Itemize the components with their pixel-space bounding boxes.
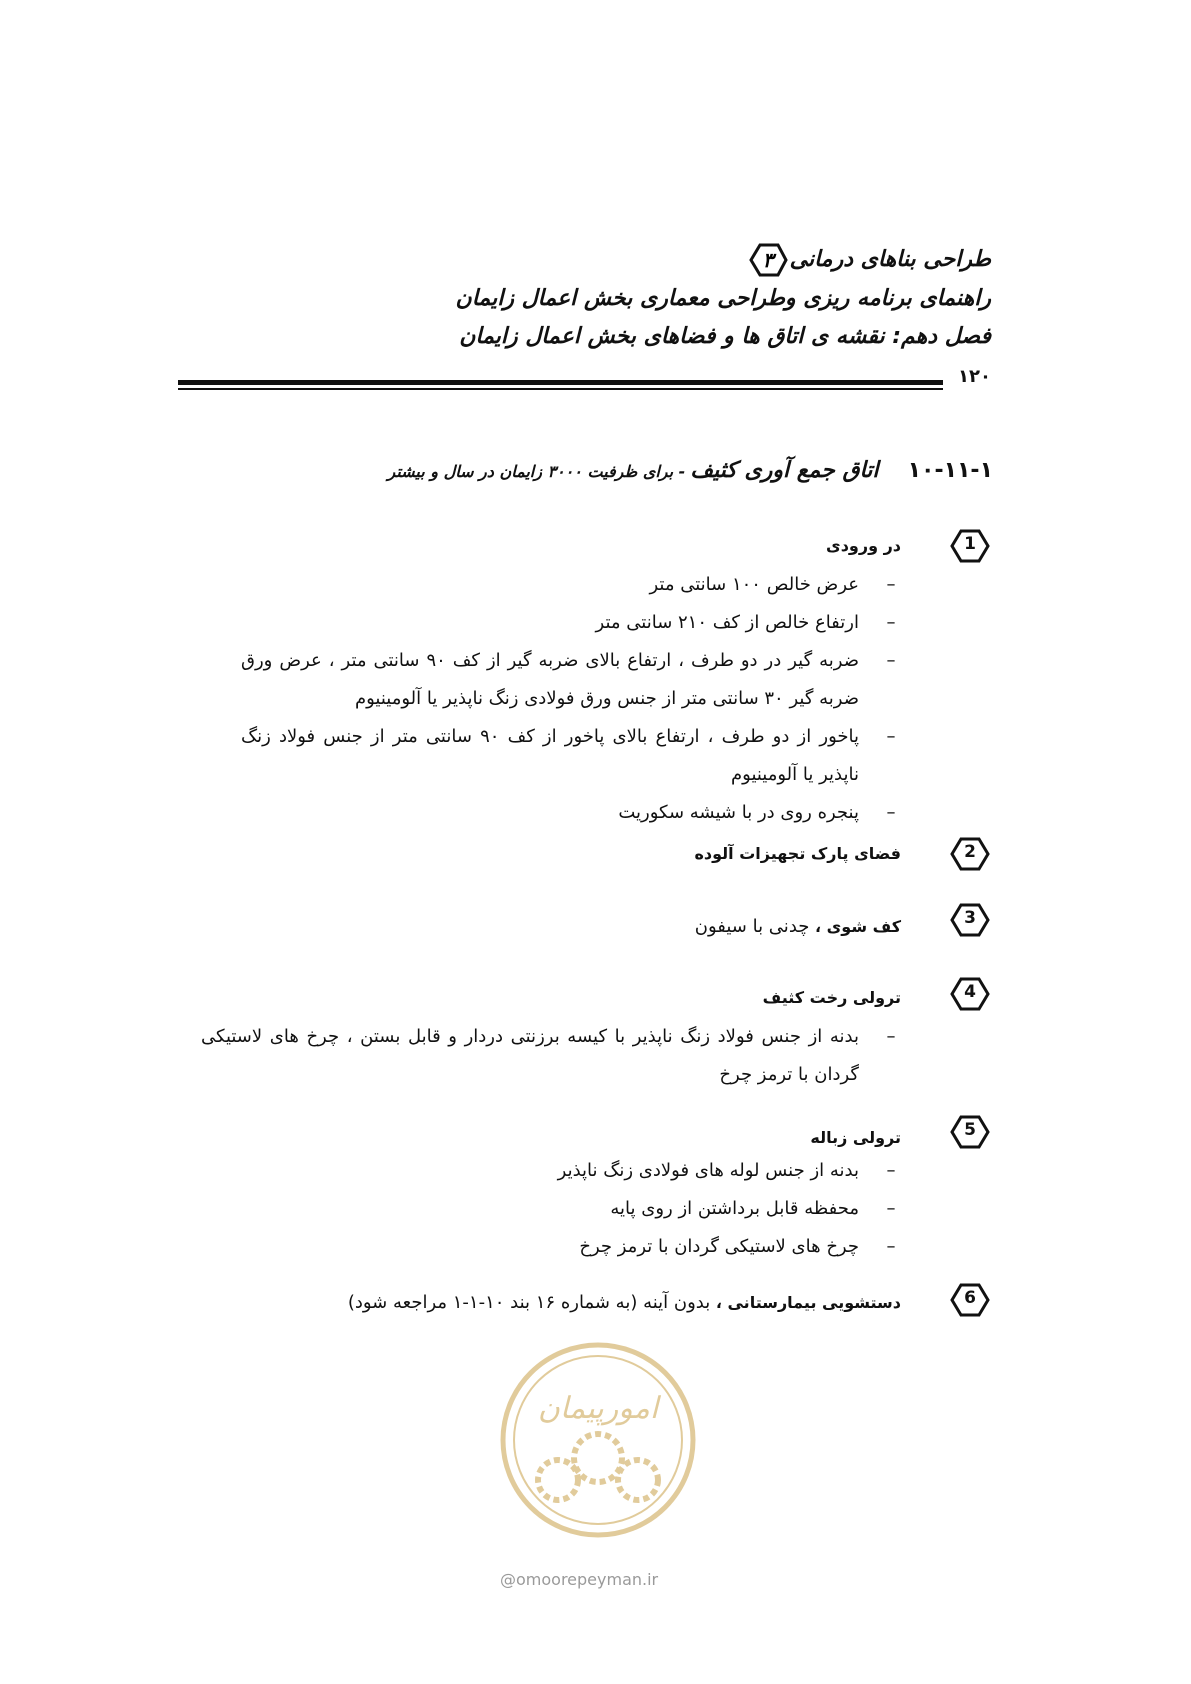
- header-series-line: [211, 240, 991, 280]
- list-item: – ارتفاع خالص از کف ۲۱۰ سانتی متر: [241, 604, 901, 642]
- header-divider: [178, 380, 943, 394]
- item-1: [291, 528, 991, 564]
- page-number: ۱۲۰: [958, 366, 991, 387]
- section-heading: [193, 458, 993, 483]
- item-5: [291, 1114, 991, 1150]
- item-4: [291, 976, 991, 1012]
- item-description: بدون آینه (به شماره ۱۶ بند ۱۰-۱-۱ مراجعه شود): [347, 1292, 711, 1313]
- list-item: – چرخ های لاستیکی گردان با ترمز چرخ: [381, 1228, 901, 1266]
- item-3: [291, 902, 991, 938]
- hexagon-number-icon: 2: [949, 836, 991, 872]
- section-number: ۱۰-۱۱-۱: [907, 458, 993, 483]
- item-4-bullets: [201, 1018, 901, 1094]
- item-description: چدنی با سیفون: [694, 916, 810, 937]
- item-title: ترولی زباله: [810, 1128, 901, 1147]
- list-item: – پنجره روی در با شیشه سکوریت: [241, 794, 901, 832]
- section-subtitle: - برای ظرفیت ۳۰۰۰ زایمان در سال و بیشتر: [387, 462, 686, 481]
- series-number: ۳: [762, 248, 773, 272]
- dash-icon: –: [886, 802, 896, 823]
- section-title: اتاق جمع آوری کثیف: [690, 458, 879, 483]
- dash-icon: –: [886, 1198, 896, 1219]
- series-hexagon-icon: [748, 240, 788, 280]
- watermark-text: امورپیمان: [537, 1391, 659, 1426]
- item-title: ترولی رخت کثیف: [762, 988, 901, 1007]
- list-item: – عرض خالص ۱۰۰ سانتی متر: [241, 566, 901, 604]
- item-6: [91, 1282, 991, 1318]
- list-item: – پاخور از دو طرف ، ارتفاع بالای پاخور از کف ۹۰ سانتی متر از جنس فولاد زنگ ناپذیر یا آلومینیوم: [241, 718, 901, 794]
- page-header: [211, 240, 991, 356]
- item-title: دستشویی بیمارستانی ، بدون آینه (به شماره ۱۶ بند ۱۰-۱-۱ مراجعه شود): [347, 1292, 901, 1313]
- watermark-url: @omoorepeyman.ir: [500, 1570, 659, 1589]
- dash-icon: –: [886, 1236, 896, 1257]
- item-1-bullets: [241, 566, 901, 832]
- list-item: – ضربه گیر در دو طرف ، ارتفاع بالای ضربه گیر از کف ۹۰ سانتی متر ، عرض ورق ضربه گیر ۳۰ سانتی متر از جنس ورق فولادی زنگ ناپذیر یا آلومینیوم: [241, 642, 901, 718]
- item-title: فضای پارک تجهیزات آلوده: [694, 844, 901, 863]
- list-item: – محفظه قابل برداشتن از روی پایه: [381, 1190, 901, 1228]
- item-title: در ورودی: [826, 536, 901, 555]
- item-5-bullets: [381, 1152, 901, 1266]
- dash-icon: –: [886, 1160, 896, 1181]
- item-title: کف شوی ، چدنی با سیفون: [694, 916, 901, 937]
- dash-icon: –: [886, 726, 896, 747]
- header-line-2: راهنمای برنامه ریزی وطراحی معماری بخش اعمال زایمان: [455, 286, 991, 311]
- hexagon-number-icon: 3: [949, 902, 991, 938]
- list-item: – بدنه از جنس لوله های فولادی زنگ ناپذیر: [381, 1152, 901, 1190]
- header-line-3: فصل دهم: نقشه ی اتاق ها و فضاهای بخش اعمال زایمان: [459, 324, 991, 349]
- hexagon-number-icon: 1: [949, 528, 991, 564]
- item-2: [291, 836, 991, 872]
- hexagon-number-icon: 4: [949, 976, 991, 1012]
- watermark-logo-icon: [498, 1340, 698, 1540]
- hexagon-number-icon: 5: [949, 1114, 991, 1150]
- dash-icon: –: [886, 574, 896, 595]
- list-item: – بدنه از جنس فولاد زنگ ناپذیر با کیسه برزنتی دردار و قابل بستن ، چرخ های لاستیکی گردان با ترمز چرخ: [201, 1018, 901, 1094]
- dash-icon: –: [886, 612, 896, 633]
- dash-icon: –: [886, 1026, 896, 1047]
- series-title: طراحی بناهای درمانی: [789, 247, 991, 272]
- dash-icon: –: [886, 650, 896, 671]
- hexagon-number-icon: 6: [949, 1282, 991, 1318]
